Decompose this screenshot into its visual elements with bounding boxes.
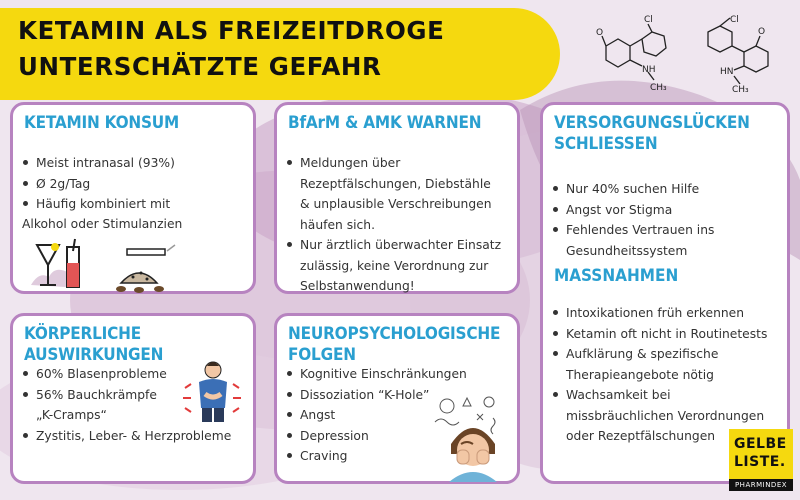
list-item: Meist intranasal (93%) bbox=[22, 153, 175, 174]
card-heading: KÖRPERLICHE AUSWIRKUNGEN bbox=[24, 324, 164, 365]
anxious-woman-illustration bbox=[427, 392, 517, 482]
logo-word-1: GELBE bbox=[734, 436, 787, 452]
list-item-continuation: Alkohol oder Stimulanzien bbox=[22, 217, 183, 231]
card-versorgungsluecken bbox=[540, 102, 790, 484]
list-item: Dissoziation “K-Hole” bbox=[286, 385, 467, 406]
bullet-list bbox=[286, 153, 501, 297]
ketamine-structure-1 bbox=[592, 6, 680, 96]
stomach-pain-illustration bbox=[179, 358, 245, 424]
list-item-line: zulässig, keine Verordnung zur bbox=[300, 258, 489, 273]
card-ketamin-konsum bbox=[10, 102, 256, 294]
oxygen-label: O bbox=[596, 28, 604, 38]
list-item-line: Zystitis, Leber- & Herzprobleme bbox=[36, 428, 232, 443]
nh-label: NH bbox=[642, 65, 656, 75]
chlorine-label: Cl bbox=[730, 15, 739, 25]
bullet-list bbox=[22, 153, 175, 215]
drinks-and-drugs-illustration bbox=[29, 237, 189, 293]
logo-box bbox=[729, 429, 793, 479]
list-item-line: „K-Cramps“ bbox=[36, 408, 107, 422]
page-title bbox=[18, 13, 444, 85]
gelbe-liste-logo bbox=[729, 429, 793, 491]
list-item-line: Fehlendes Vertrauen ins bbox=[566, 223, 715, 237]
list-item-line: Aufklärung & spezifische bbox=[566, 347, 719, 361]
list-item: Kognitive Einschränkungen bbox=[286, 364, 467, 385]
card-heading: KETAMIN KONSUM bbox=[24, 113, 180, 133]
list-item bbox=[552, 220, 714, 261]
list-item-line: Angst vor Stigma bbox=[566, 202, 673, 217]
ch3-label: CH₃ bbox=[732, 85, 749, 95]
list-item bbox=[286, 153, 501, 235]
list-item-line: Rezeptfälschungen, Diebstähle bbox=[300, 176, 491, 191]
card-heading-line: VERSORGUNGSLÜCKEN bbox=[554, 113, 750, 133]
list-item bbox=[552, 200, 714, 221]
card-bfarm-amk bbox=[274, 102, 520, 294]
list-item bbox=[286, 235, 501, 297]
logo-subtitle: PHARMINDEX bbox=[729, 479, 793, 491]
list-item bbox=[22, 426, 231, 447]
card-neuropsychologische-folgen bbox=[274, 313, 520, 484]
list-item: Ø 2g/Tag bbox=[22, 174, 175, 195]
card-heading-line: SCHLIESSEN bbox=[554, 134, 658, 154]
list-item-line: oder Rezeptfälschungen bbox=[566, 429, 716, 443]
card-koerperliche-auswirkungen bbox=[10, 313, 256, 484]
ch3-label: CH₃ bbox=[650, 83, 667, 93]
card-heading bbox=[554, 113, 750, 155]
list-item: Craving bbox=[286, 446, 467, 467]
list-item bbox=[552, 303, 767, 324]
list-item-line: Therapieangebote nötig bbox=[566, 367, 714, 382]
list-item bbox=[552, 179, 714, 200]
list-item-line: Selbstanwendung! bbox=[300, 279, 415, 293]
oxygen-label: O bbox=[758, 27, 766, 37]
hn-label: HN bbox=[720, 67, 734, 77]
bullet-list bbox=[552, 179, 714, 261]
list-item-line: missbräuchlichen Verordnungen bbox=[566, 408, 765, 423]
list-item: Häufig kombiniert mit bbox=[22, 194, 175, 215]
list-item: Depression bbox=[286, 426, 467, 447]
list-item: Angst bbox=[286, 405, 467, 426]
list-item-line: Nur 40% suchen Hilfe bbox=[566, 182, 700, 196]
ketamine-structure-2 bbox=[698, 6, 792, 96]
list-item-line: häufen sich. bbox=[300, 217, 376, 232]
title-line-2: UNTERSCHÄTZTE GEFAHR bbox=[18, 52, 382, 81]
title-line-1: KETAMIN ALS FREIZEITDROGE bbox=[18, 16, 445, 45]
card-heading: BfArM & AMK WARNEN bbox=[288, 113, 482, 133]
card-heading: NEUROPSYCHOLOGISCHE FOLGEN bbox=[288, 324, 501, 365]
list-item-line: Wachsamkeit bei bbox=[566, 388, 671, 402]
list-item-line: Gesundheitssystem bbox=[566, 243, 688, 258]
list-item-line: Meldungen über bbox=[300, 156, 401, 170]
list-item bbox=[552, 324, 767, 345]
logo-word-2: LISTE. bbox=[734, 454, 786, 470]
list-item-line: 56% Bauchkrämpfe bbox=[36, 387, 157, 402]
list-item-line: & unplausible Verschreibungen bbox=[300, 197, 492, 211]
list-item-line: 60% Blasenprobleme bbox=[36, 367, 167, 381]
bullet-list bbox=[552, 303, 767, 447]
chlorine-label: Cl bbox=[644, 15, 653, 25]
list-item-line: Intoxikationen früh erkennen bbox=[566, 306, 745, 320]
list-item-line: Nur ärztlich überwachter Einsatz bbox=[300, 238, 502, 252]
sub-heading-massnahmen: MASSNAHMEN bbox=[554, 266, 679, 286]
list-item-line: Ketamin oft nicht in Routinetests bbox=[566, 326, 768, 341]
list-item bbox=[552, 344, 767, 385]
